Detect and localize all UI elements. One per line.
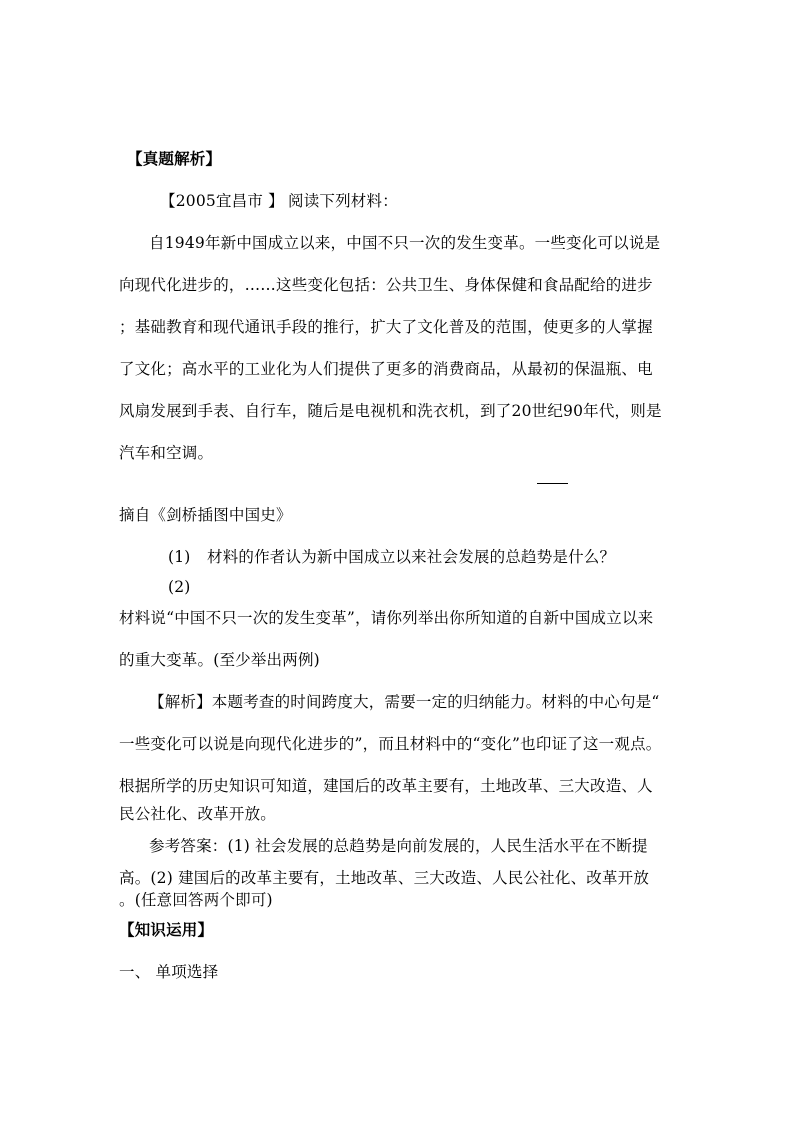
material-line-1: 自1949年新中国成立以来，中国不只一次的发生变革。一些变化可以说是 xyxy=(149,234,661,252)
sub-question-1-text: 材料的作者认为新中国成立以来社会发展的总趋势是什么？ xyxy=(207,548,616,566)
section-heading-real-exam: 【真题解析】 xyxy=(127,149,222,168)
material-citation: 摘自《剑桥插图中国史》 xyxy=(119,506,292,524)
analysis-line-4: 民公社化、改革开放。 xyxy=(119,805,277,823)
sub-question-2-number: (2) xyxy=(168,578,191,596)
material-line-5: 风扇发展到手表、自行车，随后是电视机和洗衣机，到了20世纪90年代，则是 xyxy=(119,402,662,420)
analysis-line-1: 【解析】本题考查的时间跨度大，需要一定的归纳能力。材料的中心句是“ xyxy=(149,693,660,711)
sub-question-2-line-1: 材料说“中国不只一次的发生变革”，请你列举出你所知道的自新中国成立以来 xyxy=(119,609,654,627)
answer-line-3: 。(任意回答两个即可) xyxy=(119,891,273,909)
material-line-3: ；基础教育和现代通讯手段的推行，扩大了文化普及的范围，使更多的人掌握 xyxy=(119,318,653,336)
analysis-line-2: 一些变化可以说是向现代化进步的”，而且材料中的“变化”也印证了这一观点。 xyxy=(119,735,662,753)
citation-dash-rule xyxy=(537,483,568,484)
question-source-tag: 【2005宜昌市 】 xyxy=(160,192,284,210)
section-heading-single-choice: 一、 单项选择 xyxy=(119,963,219,981)
sub-question-2-line-2: 的重大变革。(至少举出两例) xyxy=(119,651,320,669)
answer-line-2: 高。(2) 建国后的改革主要有，土地改革、三大改造、人民公社化、改革开放 xyxy=(119,869,650,887)
answer-line-1: 参考答案：(1) 社会发展的总趋势是向前发展的，人民生活水平在不断提 xyxy=(149,837,648,855)
section-heading-knowledge: 【知识运用】 xyxy=(119,920,214,939)
analysis-line-3: 根据所学的历史知识可知道，建国后的改革主要有，土地改革、三大改造、人 xyxy=(119,777,653,795)
question-instruction: 阅读下列材料： xyxy=(288,192,398,210)
material-line-4: 了文化；高水平的工业化为人们提供了更多的消费商品，从最初的保温瓶、电 xyxy=(119,360,653,378)
material-line-2: 向现代化进步的，……这些变化包括：公共卫生、身体保健和食品配给的进步 xyxy=(119,276,653,294)
sub-question-1-number: (1) xyxy=(168,548,191,566)
material-line-6: 汽车和空调。 xyxy=(119,444,214,462)
